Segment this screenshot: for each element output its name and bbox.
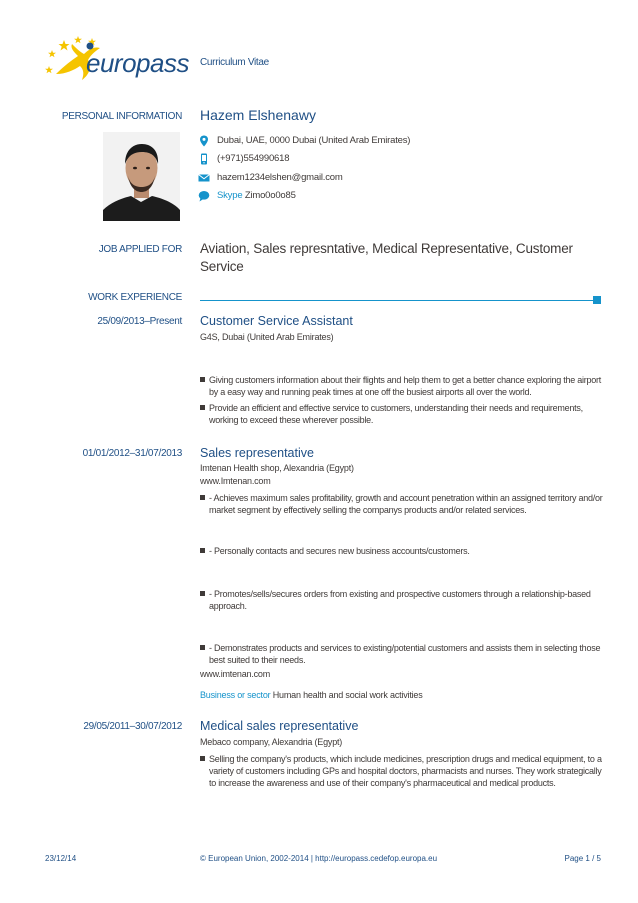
- job-2-bullet-3: - Promotes/sells/secures orders from existing and prospective customers through a relationship-based approach.: [200, 588, 605, 612]
- job-2-bullet-2: - Personally contacts and secures new business accounts/customers.: [200, 545, 605, 557]
- candidate-name: Hazem Elshenawy: [200, 107, 316, 123]
- job-2-title: Sales representative: [200, 446, 314, 460]
- email-address: hazem1234elshen@gmail.com: [217, 172, 343, 183]
- job-3-bullet-1: Selling the company's products, which include medicines, prescription drugs and medical equipment, to a variety of customers including GPs and hospital doctors, pharmacists and nurses. They work strategically to increase the awareness and use of their company's pharmaceutical and medical products.: [200, 753, 605, 789]
- mobile-phone-icon: [198, 153, 210, 165]
- job-3-title: Medical sales representative: [200, 719, 359, 733]
- section-divider: [200, 300, 593, 301]
- document-type: Curriculum Vitae: [200, 57, 269, 68]
- job-1-employer: G4S, Dubai (United Arab Emirates): [200, 332, 334, 342]
- job-3-dates: 29/05/2011–30/07/2012: [83, 721, 182, 732]
- job-2-bullet-1: - Achieves maximum sales profitability, growth and account penetration within an assigned territory and/or market segment by effectively selling the companys products and/or related services.: [200, 492, 605, 516]
- skype-row: [217, 190, 296, 201]
- job-1-title: Customer Service Assistant: [200, 314, 353, 328]
- job-2-sector-row: [200, 690, 423, 700]
- sector-value: Human health and social work activities: [272, 690, 423, 700]
- job-2-website-2[interactable]: www.imtenan.com: [200, 669, 271, 679]
- footer-date: 23/12/14: [45, 854, 77, 863]
- europass-logo: [42, 30, 192, 90]
- job-2-employer: Imtenan Health shop, Alexandria (Egypt): [200, 463, 354, 473]
- skype-id: Zimo0o0o85: [244, 190, 296, 201]
- job-3-employer: Mebaco company, Alexandria (Egypt): [200, 737, 343, 747]
- job-applied-label: JOB APPLIED FOR: [98, 244, 182, 255]
- email-envelope-icon: [198, 172, 210, 184]
- job-2-dates: 01/01/2012–31/07/2013: [82, 448, 182, 459]
- job-applied-value: Aviation, Sales represntative, Medical Representative, Customer Service: [200, 241, 573, 274]
- job-1-bullet-1: Giving customers information about their flights and help them to get a better chance exploring the airport by a easy way and running peak times at one off the busiest airports all over the world.: [200, 374, 605, 398]
- profile-photo-image: [103, 132, 180, 221]
- location-pin-icon: [198, 135, 210, 147]
- section-divider-square: [593, 296, 601, 304]
- skype-label: Skype: [217, 190, 243, 201]
- footer-page-number: Page 1 / 5: [564, 854, 601, 863]
- sector-label: Business or sector: [200, 690, 271, 700]
- chat-bubble-icon: [198, 190, 210, 202]
- job-1-dates: 25/09/2013–Present: [97, 316, 182, 327]
- personal-information-label: PERSONAL INFORMATION: [61, 111, 182, 122]
- job-1-bullet-2: Provide an efficient and effective service to customers, understanding their needs and requirements, working to exceed these wherever possible.: [200, 402, 605, 426]
- work-experience-label: WORK EXPERIENCE: [88, 292, 182, 303]
- profile-photo: [103, 132, 180, 221]
- footer-copyright[interactable]: © European Union, 2002-2014 | http://europass.cedefop.europa.eu: [200, 854, 438, 863]
- phone-number: (+971)554990618: [217, 153, 290, 164]
- job-2-website[interactable]: www.Imtenan.com: [200, 476, 271, 486]
- europass-wordmark: europass: [86, 48, 189, 78]
- address: Dubai, UAE, 0000 Dubai (United Arab Emirates): [217, 135, 411, 146]
- job-2-bullet-4: - Demonstrates products and services to existing/potential customers and assists them in selecting those best suited to their needs.: [200, 642, 605, 666]
